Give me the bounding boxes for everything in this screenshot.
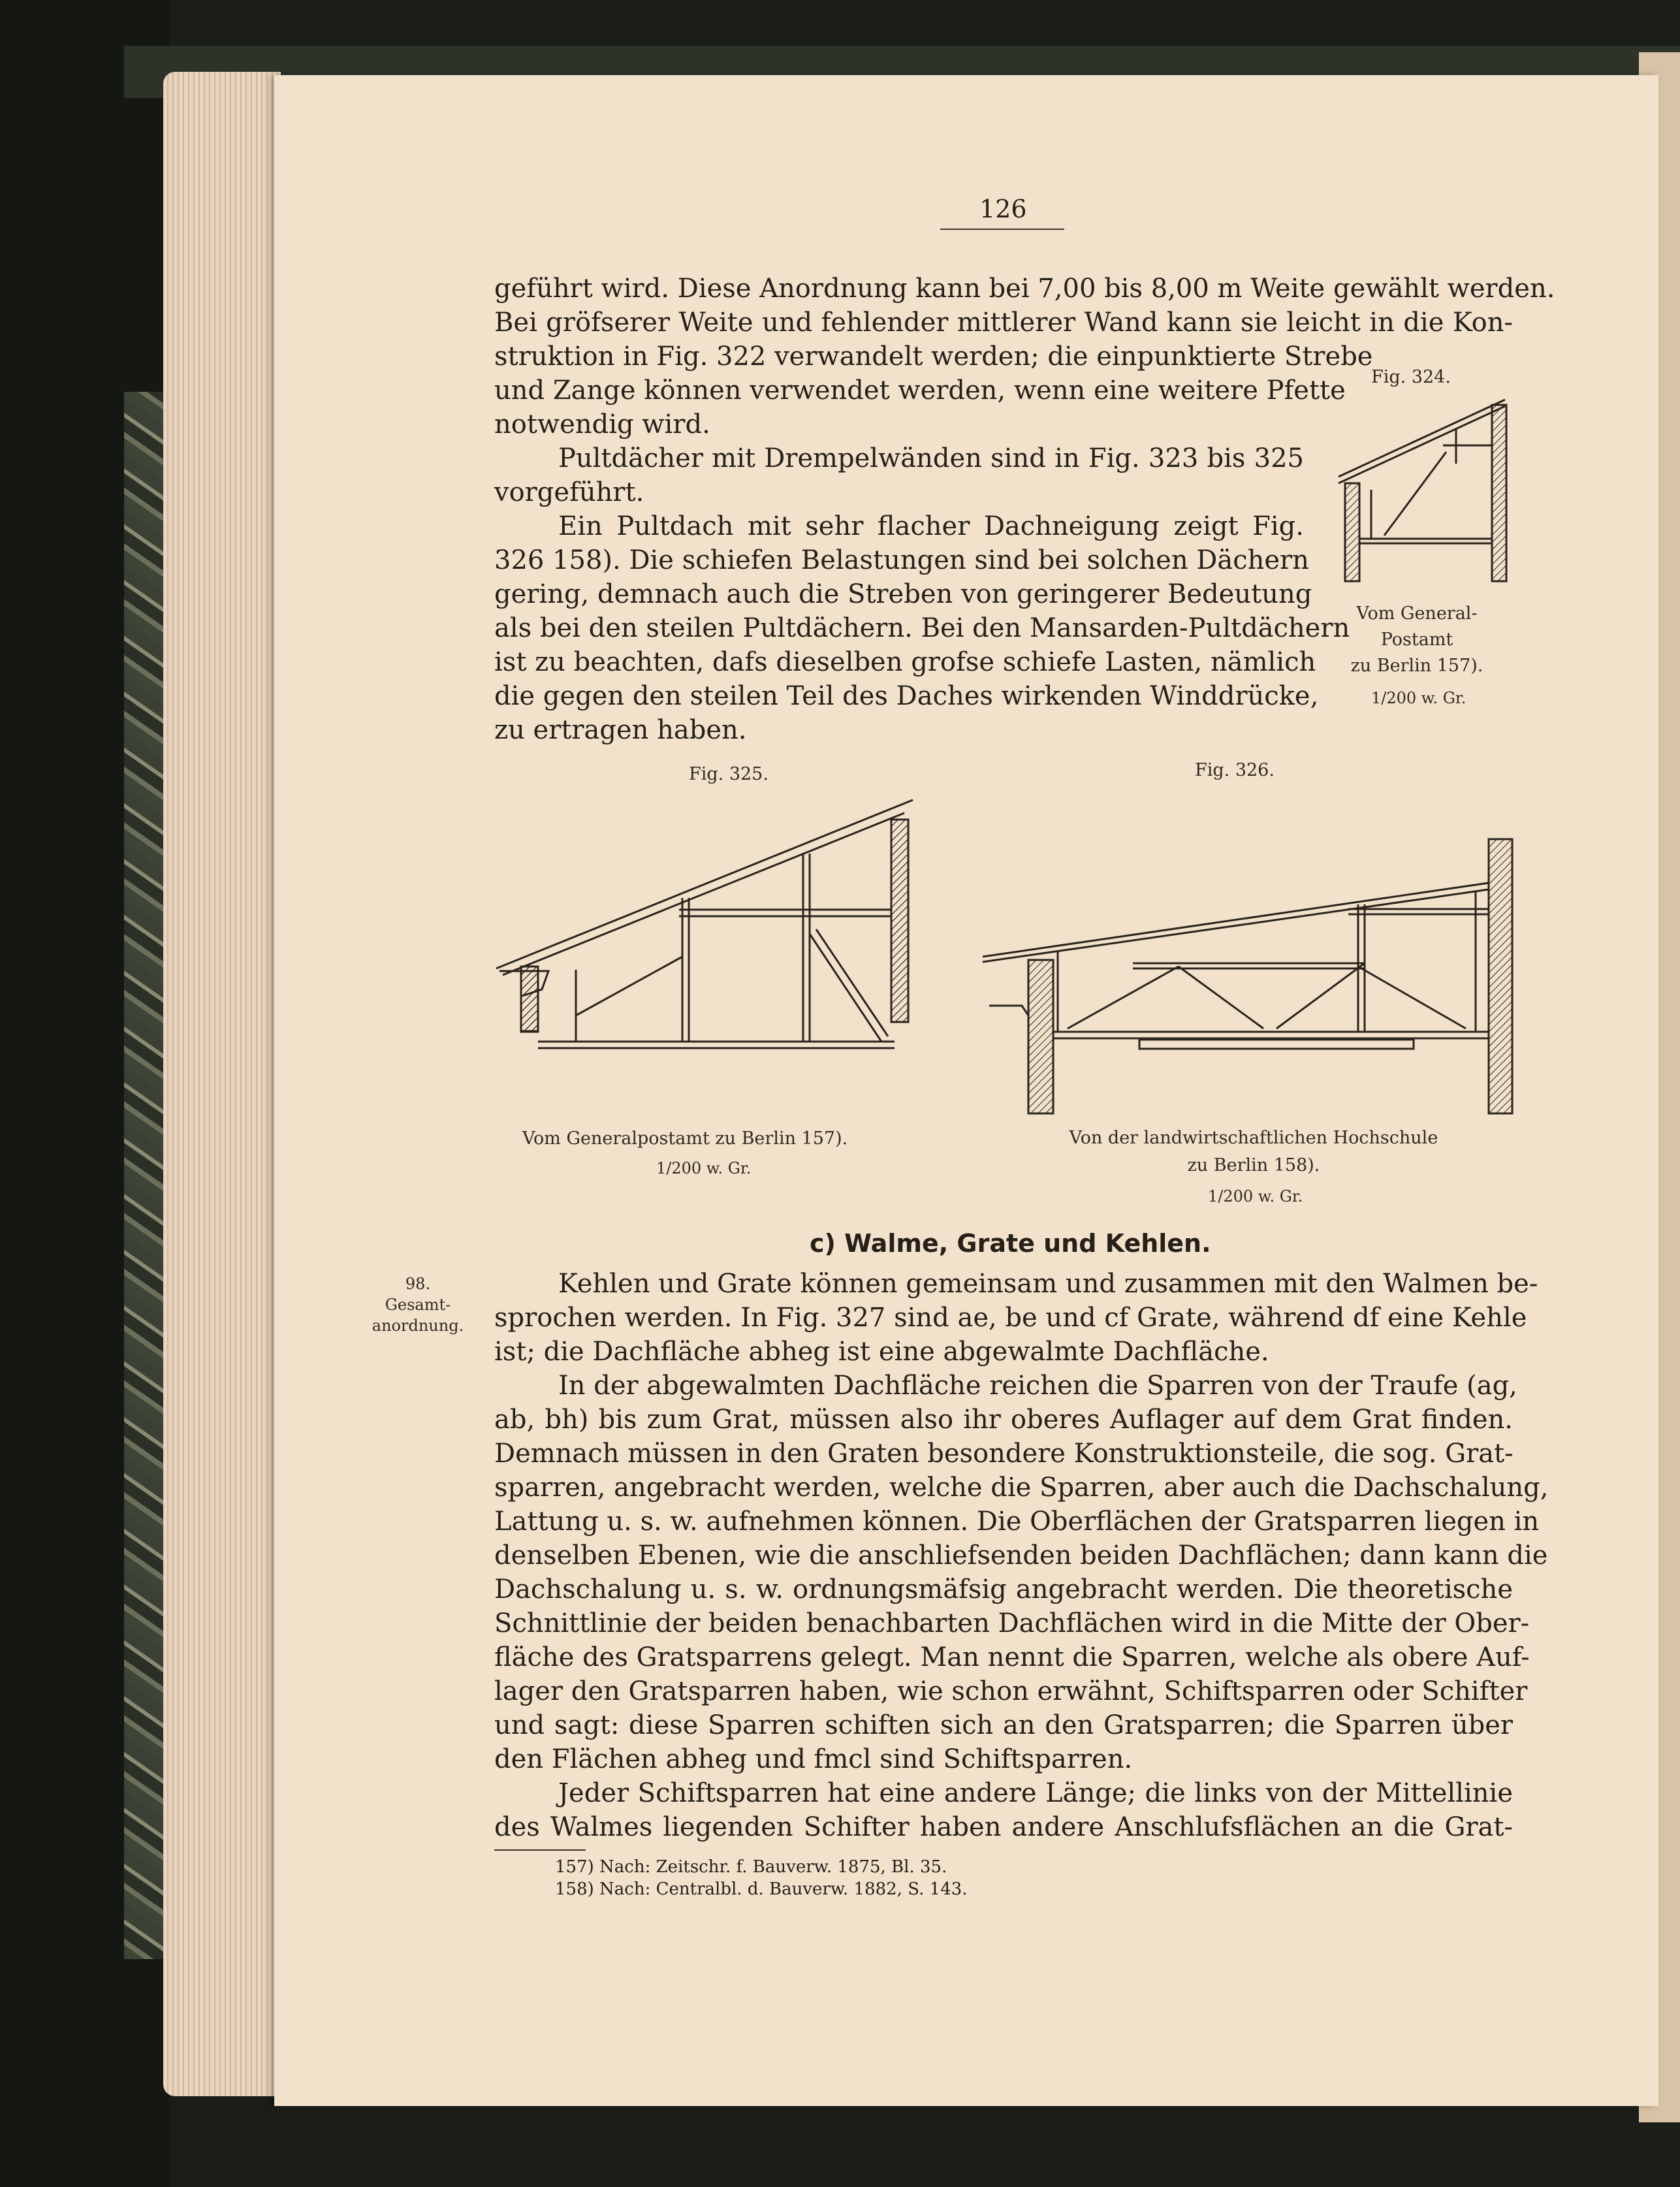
page-number: 126: [979, 195, 1027, 223]
text-line: als bei den steilen Pultdächern. Bei den Mansarden-Pultdächern: [494, 613, 1350, 643]
text-line: lager den Gratsparren haben, wie schon erwähnt, Schiftsparren oder Schifter: [494, 1676, 1528, 1706]
text-line: Lattung u. s. w. aufnehmen können. Die Oberflächen der Gratsparren liegen in: [494, 1507, 1540, 1537]
caption-text: Vom Generalpostamt zu Berlin 157).: [522, 1128, 848, 1149]
margin-note-line: Gesamt-: [385, 1296, 451, 1314]
caption-line: Von der landwirtschaftlichen Hochschule: [1069, 1128, 1438, 1148]
fig325-scale: 1/200 w. Gr.: [656, 1159, 752, 1177]
fig326-caption: [1038, 1125, 1469, 1179]
text-line: denselben Ebenen, wie die anschliefsenden beiden Dachflächen; dann kann die: [494, 1540, 1548, 1571]
fig324-scale: 1/200 w. Gr.: [1371, 689, 1466, 707]
page-stack-edge: [163, 72, 281, 2096]
text-line: vorgeführt.: [494, 477, 644, 507]
text-line: notwendig wird.: [494, 409, 710, 439]
text-line: struktion in Fig. 322 verwandelt werden; die einpunktierte Strebe: [494, 342, 1373, 372]
fig325-caption: [522, 1128, 848, 1149]
text-line: den Flächen abheg und fmcl sind Schiftsparren.: [494, 1744, 1133, 1774]
text-line: In der abgewalmten Dachfläche reichen die Sparren von der Traufe (ag,: [558, 1371, 1517, 1401]
text-line: sparren, angebracht werden, welche die Sparren, aber auch die Dachschalung,: [494, 1473, 1549, 1503]
text-line: Demnach müssen in den Graten besondere Konstruktionsteile, die sog. Grat-: [494, 1439, 1514, 1469]
text-line: sprochen werden. In Fig. 327 sind ae, be und cf Grate, während df eine Kehle: [494, 1303, 1527, 1333]
footnote-rule: [494, 1849, 586, 1851]
text-line: Pultdächer mit Drempelwänden sind in Fig. 323 bis 325: [558, 443, 1304, 473]
text-line: fläche des Gratsparrens gelegt. Man nennt die Sparren, welche als obere Auf-: [494, 1642, 1530, 1672]
caption-line: zu Berlin 157).: [1350, 656, 1483, 676]
text-line: geführt wird. Diese Anordnung kann bei 7,00 bis 8,00 m Weite gewählt werden.: [494, 274, 1555, 304]
caption-line: Postamt: [1380, 630, 1453, 650]
text-line: 326 158). Die schiefen Belastungen sind bei solchen Dächern: [494, 545, 1309, 575]
fig324-drawing: [1332, 392, 1515, 588]
caption-line: zu Berlin 158).: [1187, 1155, 1320, 1175]
fig324-label: Fig. 324.: [1371, 367, 1451, 387]
fig325-label: Fig. 325.: [689, 764, 769, 784]
text-line: Schnittlinie der beiden benachbarten Dachflächen wird in die Mitte der Ober-: [494, 1608, 1530, 1638]
fig325-truss: [496, 800, 914, 1061]
text-line: Jeder Schiftsparren hat eine andere Länge; die links von der Mittellinie: [558, 1778, 1513, 1808]
text-line: Ein Pultdach mit sehr flacher Dachneigung zeigt Fig.: [558, 511, 1304, 541]
text-line: zu ertragen haben.: [494, 715, 747, 745]
fig326-label: Fig. 326.: [1195, 760, 1275, 780]
text-line: die gegen den steilen Teil des Daches wirkenden Winddrücke,: [494, 681, 1319, 711]
footnote: 158) Nach: Centralbl. d. Bauverw. 1882, S. 143.: [555, 1879, 968, 1899]
footnotes: [555, 1856, 968, 1900]
text-line: ist zu beachten, dafs dieselben grofse schiefe Lasten, nämlich: [494, 647, 1316, 677]
footnote: 157) Nach: Zeitschr. f. Bauverw. 1875, Bl. 35.: [555, 1857, 947, 1877]
fig326-scale: 1/200 w. Gr.: [1208, 1187, 1303, 1205]
text-line: gering, demnach auch die Streben von geringerer Bedeutung: [494, 579, 1312, 609]
text-line: und Zange können verwendet werden, wenn eine weitere Pfette: [494, 375, 1346, 406]
page-number-rule: [940, 229, 1064, 230]
text-line: Dachschalung u. s. w. ordnungsmäfsig angebracht werden. Die theoretische: [494, 1574, 1513, 1604]
fig324-caption: [1345, 601, 1489, 679]
text-line: Kehlen und Grate können gemeinsam und zusammen mit den Walmen be-: [558, 1269, 1538, 1299]
text-line: Bei gröfserer Weite und fehlender mittlerer Wand kann sie leicht in die Kon-: [494, 308, 1513, 338]
section-heading: c) Walme, Grate und Kehlen.: [810, 1229, 1211, 1258]
text-line: ab, bh) bis zum Grat, müssen also ihr oberes Auflager auf dem Grat finden.: [494, 1405, 1513, 1435]
margin-note-number: 98.: [405, 1275, 431, 1293]
margin-note: [366, 1273, 470, 1336]
caption-line: Vom General-: [1356, 603, 1478, 624]
margin-note-line: anordnung.: [372, 1317, 464, 1335]
text-line: ist; die Dachfläche abheg ist eine abgewalmte Dachfläche.: [494, 1337, 1269, 1367]
text-line: und sagt: diese Sparren schiften sich an den Gratsparren; die Sparren über: [494, 1710, 1513, 1740]
text-line: des Walmes liegenden Schifter haben andere Anschlufsflächen an die Grat-: [494, 1812, 1513, 1842]
fig326-drawing: [983, 836, 1512, 1123]
